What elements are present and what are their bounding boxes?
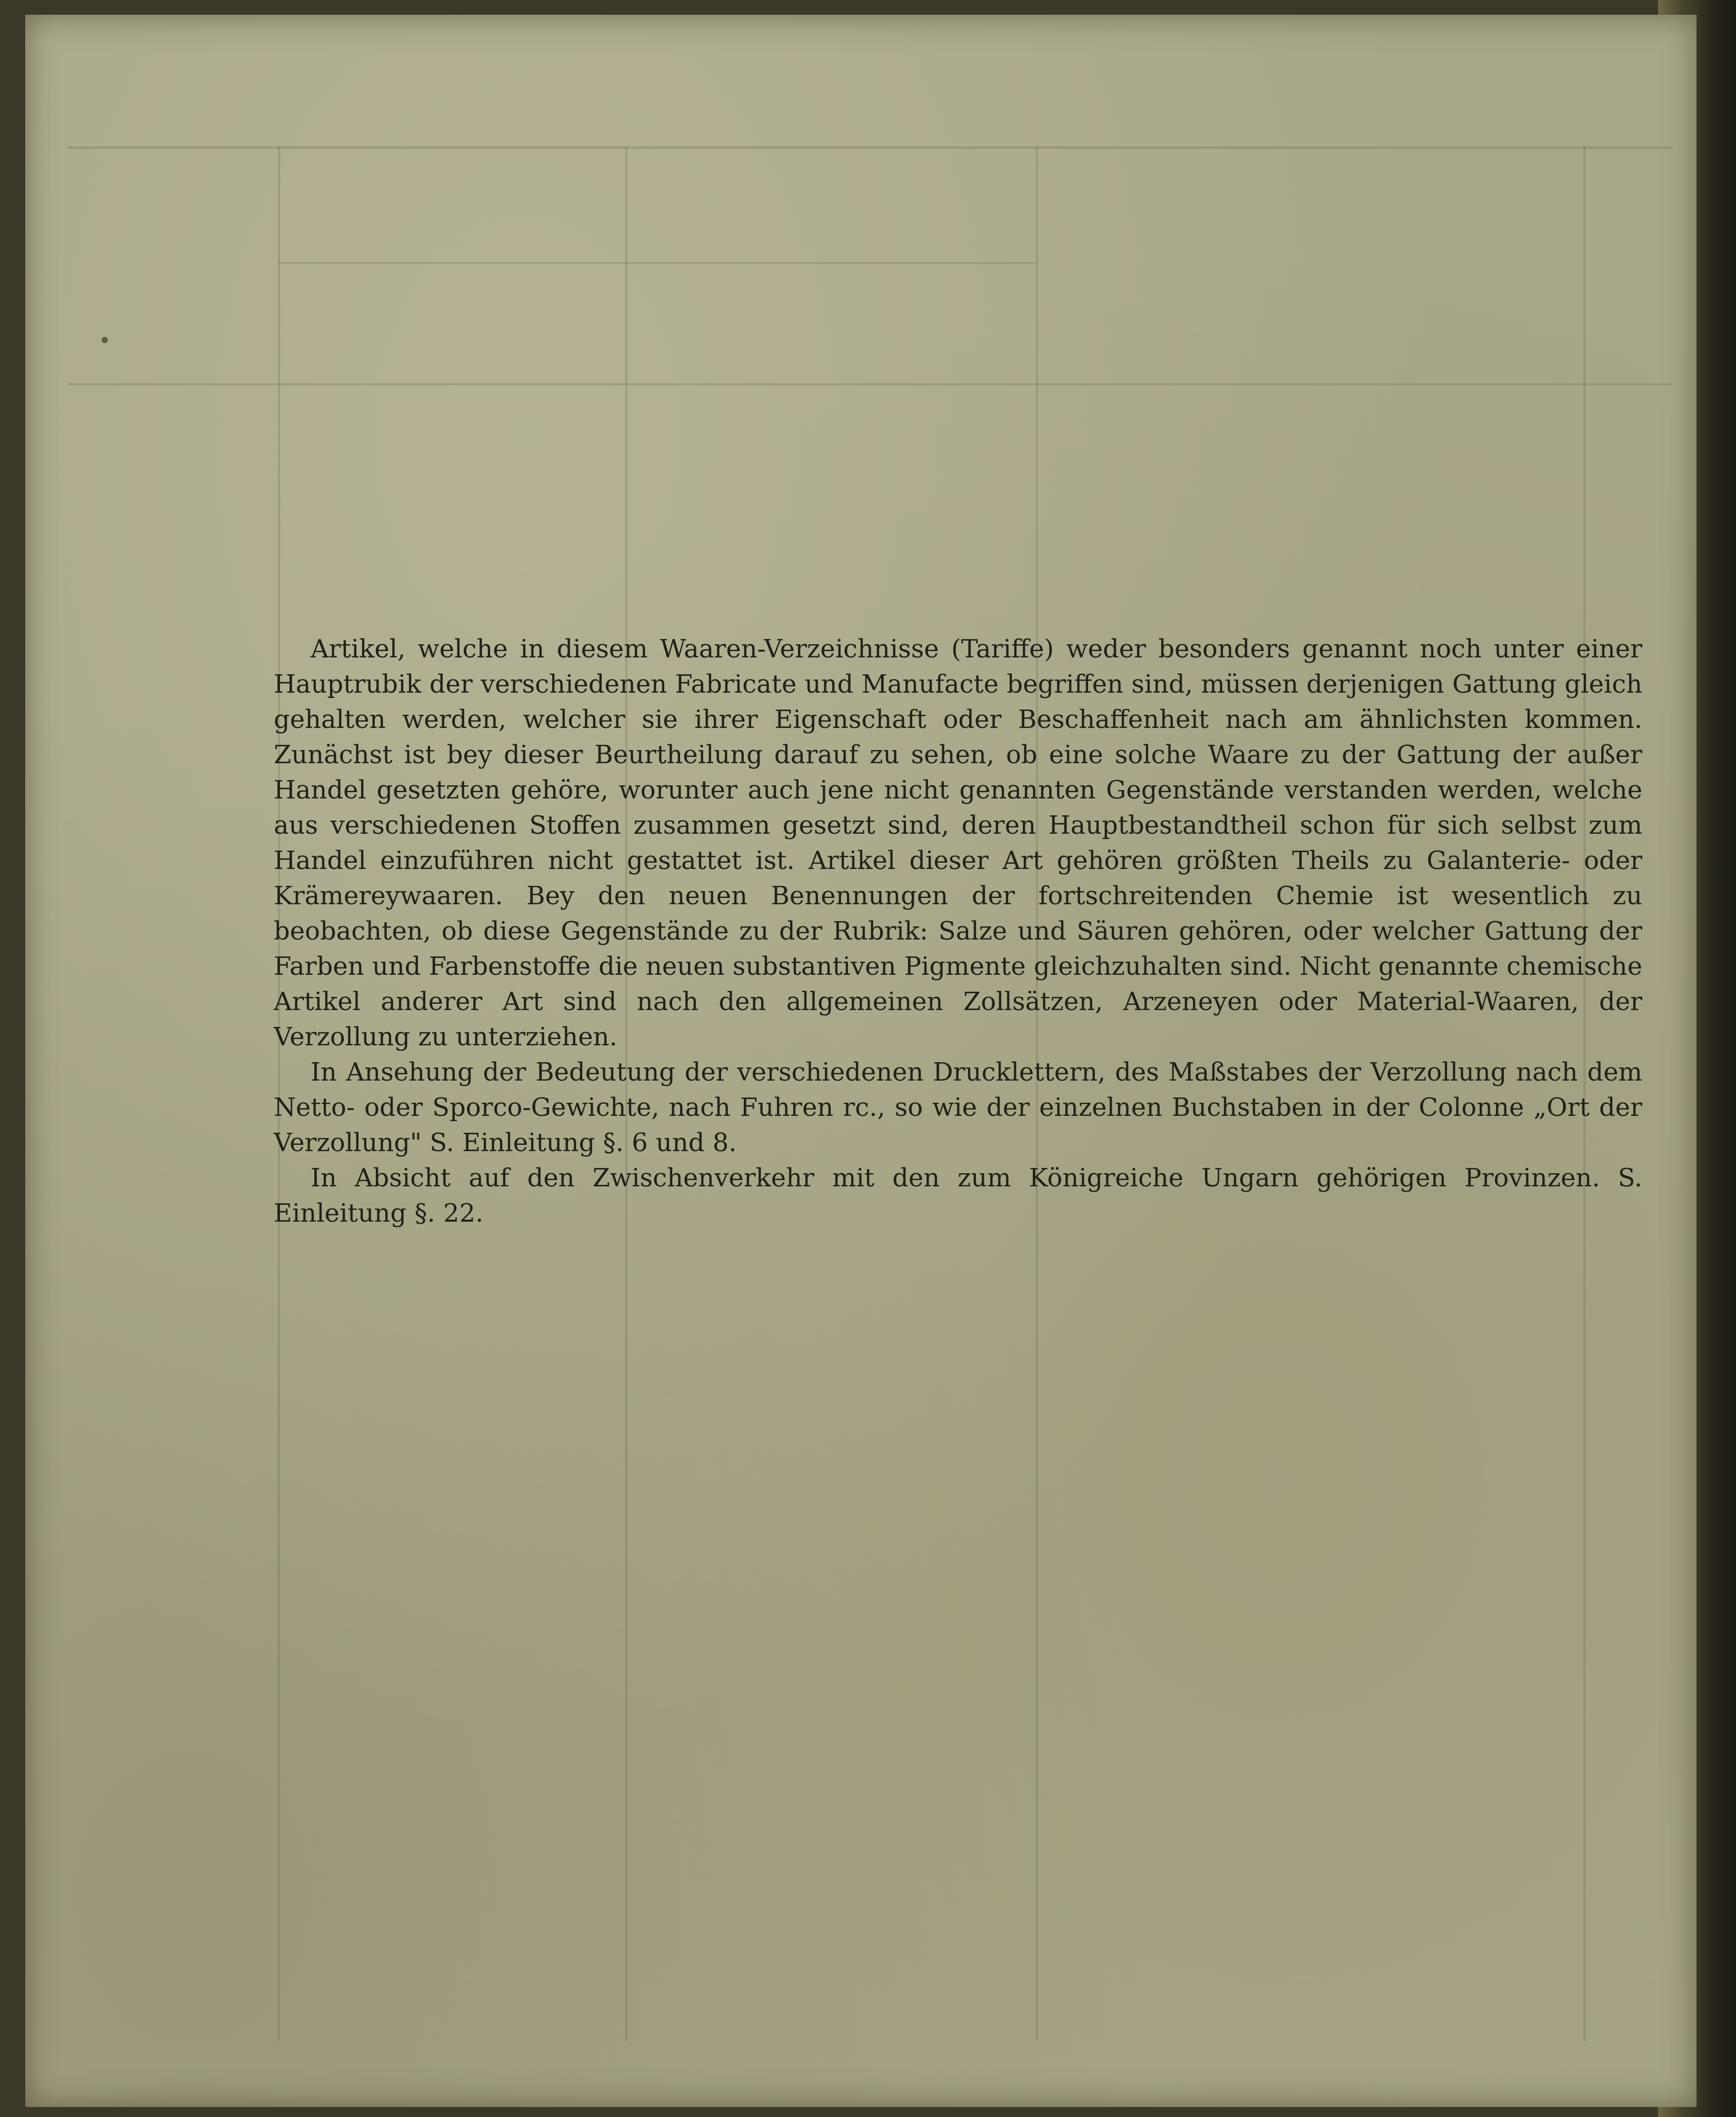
ghost-rule [67, 383, 1673, 385]
paragraph-print-legend: In Ansehung der Bedeutung der verschiedenen Drucklettern, des Maßstabes der Verzollung nach dem Netto- oder Sporco-Gewichte, nach Fuhren rc., so wie der einzelnen Buchstaben in der Colonne „Ort der Verzollung" S. Einleitung §. 6 und 8. [274, 1057, 1642, 1157]
tariff-notes-text [274, 632, 1642, 1231]
ghost-rule [67, 146, 1673, 149]
ghost-rule [278, 262, 625, 264]
paragraph-unlisted-articles: Artikel, welche in diesem Waaren-Verzeichnisse (Tariffe) weder besonders genannt noch unter einer Hauptrubik der verschiedenen Fabricate und Manufacte begriffen sind, müssen derjenigen Gattung gleich gehalten werden, welcher sie ihrer Eigenschaft oder Beschaffenheit nach am ähnlichsten kommen. Zunächst ist bey dieser Beurtheilung darauf zu sehen, ob eine solche Waare zu der Gattung der außer Handel gesetzten gehöre, worunter auch jene nicht genannten Gegenstände verstanden werden, welche aus verschiedenen Stoffen zusammen gesetzt sind, deren Hauptbestandtheil schon für sich selbst zum Handel einzuführen nicht gestattet ist. Artikel dieser Art gehören größten Theils zu Galanterie- oder Krämereywaaren. Bey den neuen Benennungen der fortschreitenden Chemie ist wesentlich zu beobachten, ob diese Gegenstände zu der Rubrik: Salze und Säuren gehören, oder welcher Gattung der Farben und Farbenstoffe die neuen substantiven Pigmente gleichzuhalten sind. Nicht genannte chemische Artikel anderer Art sind nach den allgemeinen Zollsätzen, Arzeneyen oder Material-Waaren, der Verzollung zu unterziehen. [274, 634, 1642, 1052]
ghost-rule [625, 262, 1036, 264]
paragraph-hungary-traffic: In Absicht auf den Zwischenverkehr mit den zum Königreiche Ungarn gehörigen Provinzen. S. Einleitung §. 22. [274, 1163, 1642, 1228]
ink-spot [102, 337, 108, 343]
